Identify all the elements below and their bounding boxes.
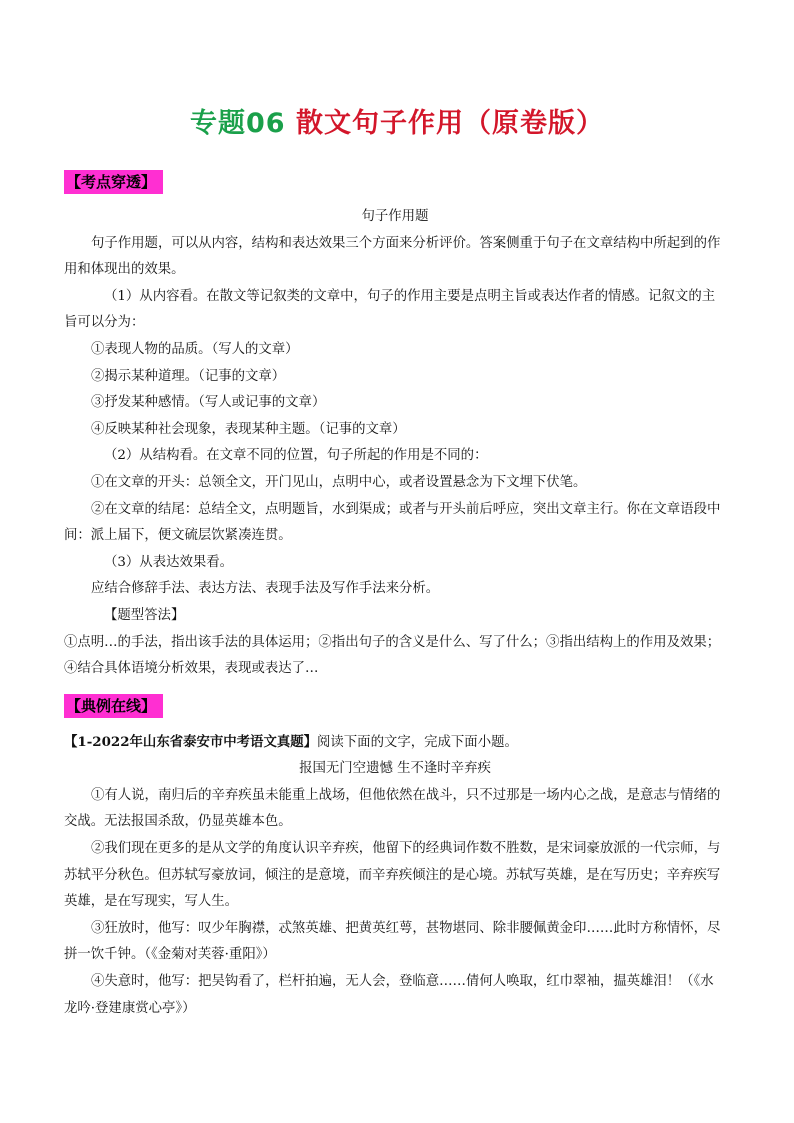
- body-paragraph: 应结合修辞手法、表达方法、表现手法及写作手法来分析。: [91, 581, 440, 597]
- section1-heading: 句子作用题: [361, 209, 429, 224]
- passage-title: 报国无门空遗憾 生不逢时辛弃疾: [299, 761, 491, 777]
- title-topic-number: 专题06: [190, 108, 286, 139]
- body-paragraph: （3）从表达效果看。: [104, 554, 234, 570]
- page-title: [0, 104, 794, 144]
- passage-paragraph: ①有人说，南归后的辛弃疾虽未能重上战场，但他依然在战斗，只不过那是一场内心之战，是意志与情绪的交战。无法报国杀敌，仍显英雄本色。: [64, 787, 721, 830]
- title-topic-name: 散文句子作用（原卷版）: [295, 108, 604, 139]
- answer-method-text: ①点明…的手法，指出该手法的具体运用；②指出句子的含义是什么、写了什么；③指出结构上的作用及效果；④结合具体语境分析效果，表现或表达了…: [64, 634, 721, 677]
- document-body: [64, 204, 726, 1022]
- passage-paragraph: ④失意时，他写：把吴钩看了，栏杆拍遍，无人会，登临意……倩何人唤取，红巾翠袖，揾英雄泪！（《水龙吟·登建康赏心亭》）: [64, 974, 714, 1016]
- exam-source: 【1-2022年山东省泰安市中考语文真题】: [64, 733, 318, 750]
- body-paragraph: 句子作用题，可以从内容，结构和表达效果三个方面来分析评价。答案侧重于句子在文章结构中所起到的作用和体现出的效果。: [64, 235, 721, 278]
- answer-method-heading: 【题型答法】: [104, 607, 185, 623]
- section-tag-kaodian: 【考点穿透】: [64, 170, 163, 194]
- body-list-item: ③抒发某种感情。（写人或记事的文章）: [91, 395, 326, 411]
- body-list-item: ②在文章的结尾：总结全文，点明题旨，水到渠成；或者与开头前后呼应，突出文章主行。你在文章语段中间：派上届下，便文硫层饮紧凑连贯。: [64, 501, 721, 544]
- spacer: [64, 683, 726, 729]
- exam-instruction: 阅读下面的文字，完成下面小题。: [317, 734, 518, 750]
- passage-paragraph: ②我们现在更多的是从文学的角度认识辛弃疾，他留下的经典词作数不胜数，是宋词豪放派的一代宗师，与苏轼平分秋色。但苏轼写豪放词，倾注的是意境，而辛弃疾倾注的是心境。苏轼写英雄，是在写历史；辛弃疾写英雄，是在写现实，写人生。: [64, 841, 721, 910]
- section-tag-dianli: 【典例在线】: [64, 694, 163, 718]
- body-list-item: ①在文章的开头：总领全文，开门见山，点明中心，或者设置悬念为下文埋下伏笔。: [91, 474, 587, 490]
- passage-paragraph: ③狂放时，他写：叹少年胸襟，忒煞英雄、把黄英红萼，甚物堪同、除非腰佩黄金印……此时方称情怀，尽拼一饮千钟。（《金菊对芙蓉·重阳》）: [64, 920, 721, 963]
- body-paragraph: （2）从结构看。在文章不同的位置，句子所起的作用是不同的：: [104, 448, 488, 464]
- body-list-item: ④反映某种社会现象，表现某种主题。（记事的文章）: [91, 421, 406, 437]
- body-list-item: ①表现人物的品质。（写人的文章）: [91, 341, 299, 357]
- body-paragraph: （1）从内容看。在散文等记叙类的文章中，句子的作用主要是点明主旨或表达作者的情感。记叙文的主旨可以分为：: [64, 288, 716, 331]
- exam-question-intro: [64, 729, 726, 757]
- body-list-item: ②揭示某种道理。（记事的文章）: [91, 368, 286, 384]
